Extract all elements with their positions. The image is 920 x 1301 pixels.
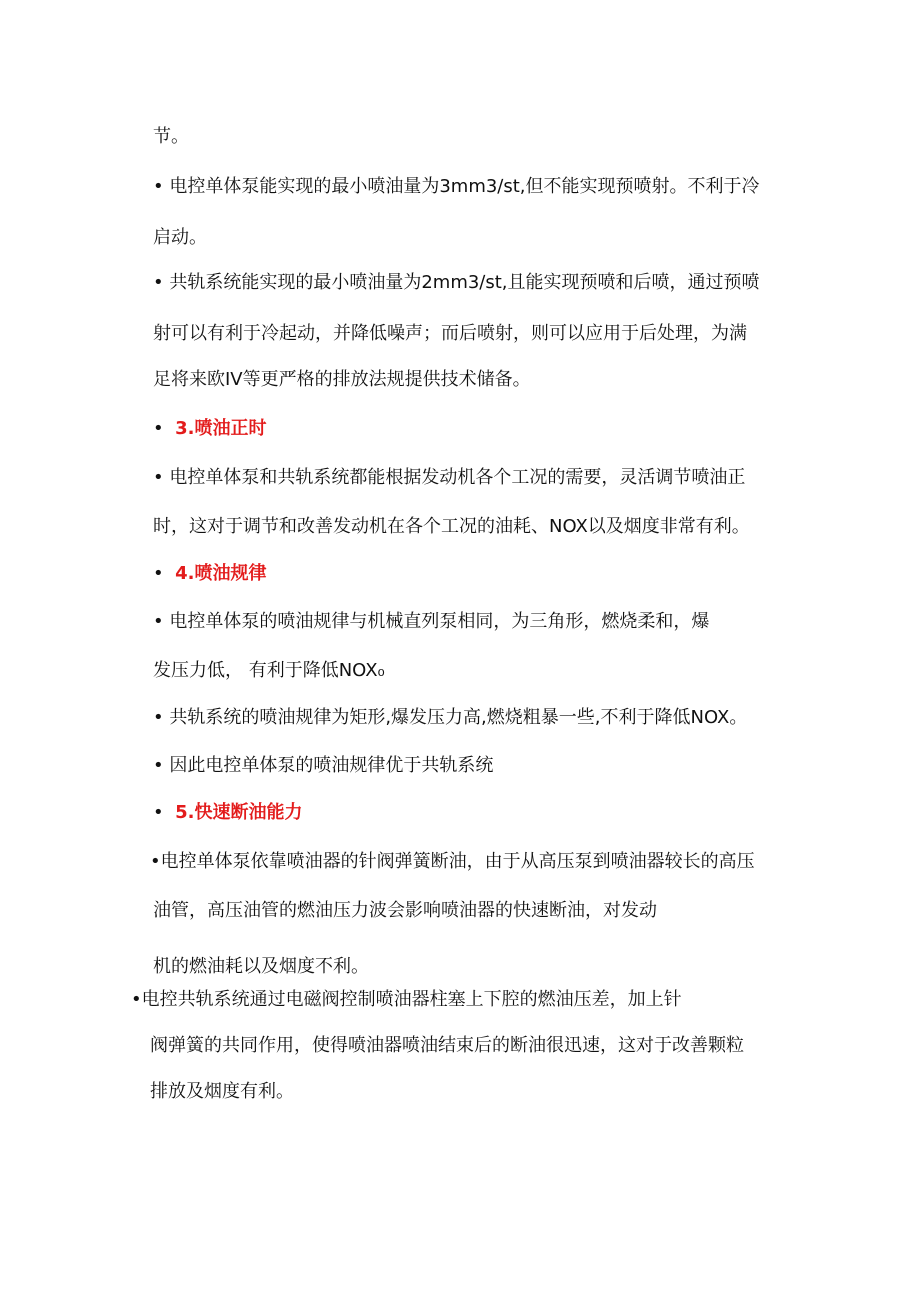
text-line: • 共轨系统能实现的最小喷油量为2mm3∕st,且能实现预喷和后喷，通过预喷 (153, 272, 760, 293)
text-line: 足将来欧IV等更严格的排放法规提供技术储备。 (153, 369, 531, 390)
text-line: 射可以有利于冷起动，并降低噪声；而后喷射，则可以应用于后处理，为满 (153, 323, 747, 344)
text-line: • 电控单体泵和共轨系统都能根据发动机各个工况的需要，灵活调节喷油正 (153, 467, 746, 488)
text-line: 机的燃油耗以及烟度不利。 (153, 956, 369, 977)
text-line: 启动。 (153, 227, 207, 248)
section-heading (153, 417, 266, 441)
bullet-icon: • (153, 563, 164, 584)
bullet-icon: • (153, 802, 164, 823)
text-line: 发压力低， 有利于降低NOX₀ (153, 660, 385, 681)
section-heading (153, 562, 266, 586)
section-heading-label: 5.快速断油能力 (175, 802, 303, 823)
text-line: •电控单体泵依靠喷油器的针阀弹簧断油，由于从高压泵到喷油器较长的高压 (150, 851, 755, 872)
text-line: •电控共轨系统通过电磁阀控制喷油器柱塞上下腔的燃油压差，加上针 (131, 989, 682, 1010)
text-line: • 共轨系统的喷油规律为矩形,爆发压力高,燃烧粗暴一些,不利于降低NOX。 (153, 707, 748, 728)
section-heading-label: 4.喷油规律 (175, 563, 267, 584)
section-heading (153, 801, 302, 825)
text-line: 阀弹簧的共同作用，使得喷油器喷油结束后的断油很迅速，这对于改善颗粒 (150, 1035, 744, 1056)
text-line: 时，这对于调节和改善发动机在各个工况的油耗、NOX以及烟度非常有利。 (153, 516, 750, 537)
text-line: • 电控单体泵的喷油规律与机械直列泵相同，为三角形，燃烧柔和，爆 (153, 611, 710, 632)
text-line: • 电控单体泵能实现的最小喷油量为3mm3∕st,但不能实现预喷射。不利于冷 (153, 176, 760, 197)
text-line: 油管，高压油管的燃油压力波会影响喷油器的快速断油，对发动 (153, 900, 657, 921)
text-line: 排放及烟度有利。 (150, 1081, 294, 1102)
text-line: • 因此电控单体泵的喷油规律优于共轨系统 (153, 755, 494, 776)
text-line: 节。 (153, 126, 189, 147)
section-heading-label: 3.喷油正时 (175, 418, 267, 439)
bullet-icon: • (153, 418, 164, 439)
